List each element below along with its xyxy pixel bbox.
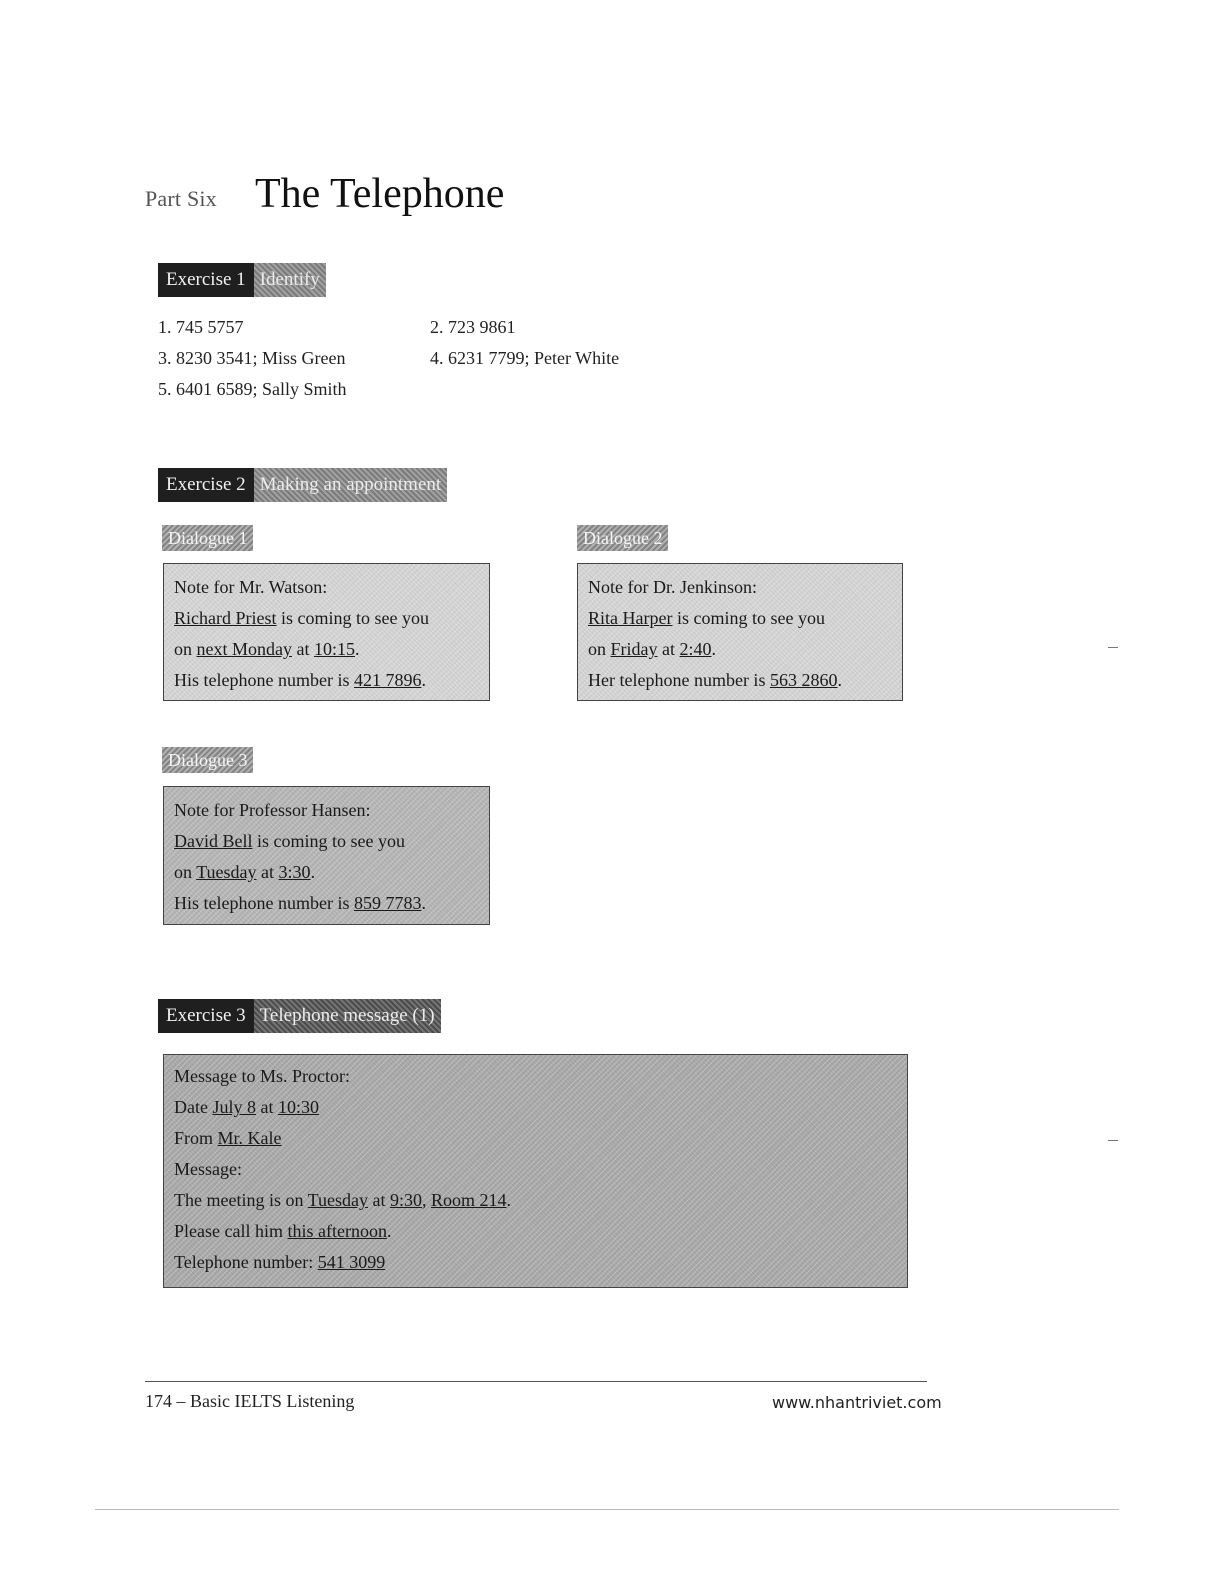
note-recipient: Note for Mr. Watson: xyxy=(174,577,328,597)
message-meeting-line: The meeting is on Tuesday at 9:30, Room 214. xyxy=(174,1190,512,1210)
note-visitor-line: Richard Priest is coming to see you xyxy=(174,608,429,628)
message-date-line: Date July 8 at 10:30 xyxy=(174,1097,320,1117)
message-call-line: Please call him this afternoon. xyxy=(174,1221,392,1241)
dialogue-2-tag: Dialogue 2 xyxy=(577,525,668,551)
note-time-line: on Friday at 2:40. xyxy=(588,639,717,659)
message-phone-line: Telephone number: 541 3099 xyxy=(174,1252,386,1272)
note-visitor-line: David Bell is coming to see you xyxy=(174,831,405,851)
message-phone: 541 3099 xyxy=(317,1252,386,1272)
message-from-line: From Mr. Kale xyxy=(174,1128,282,1148)
appointment-day: Friday xyxy=(610,639,658,659)
dialogue-1-tag: Dialogue 1 xyxy=(162,525,253,551)
answer-4: 4. 6231 7799; Peter White xyxy=(430,348,620,368)
meeting-day: Tuesday xyxy=(307,1190,369,1210)
dialogue-3-tag: Dialogue 3 xyxy=(162,747,253,773)
visitor-name: David Bell xyxy=(174,831,253,851)
footer-website: www.nhantriviet.com xyxy=(772,1393,942,1412)
page-bottom-rule xyxy=(95,1509,1119,1510)
exercise-1-number: Exercise 1 xyxy=(158,263,254,297)
phone-number: 563 2860 xyxy=(769,670,838,690)
visitor-name: Rita Harper xyxy=(588,608,673,628)
scan-mark xyxy=(1108,1140,1118,1141)
message-label: Message: xyxy=(174,1159,242,1179)
note-visitor-line: Rita Harper is coming to see you xyxy=(588,608,825,628)
exercise-3-header xyxy=(158,999,441,1033)
exercise-3-number: Exercise 3 xyxy=(158,999,254,1033)
note-phone-line: His telephone number is 421 7896. xyxy=(174,670,426,690)
exercise-1-header xyxy=(158,263,326,297)
part-label: Part Six xyxy=(145,186,217,211)
answer-2: 2. 723 9861 xyxy=(430,317,516,337)
note-recipient: Note for Dr. Jenkinson: xyxy=(588,577,757,597)
message-time: 10:30 xyxy=(278,1097,320,1117)
note-time-line: on next Monday at 10:15. xyxy=(174,639,360,659)
phone-number: 421 7896 xyxy=(353,670,422,690)
answer-1: 1. 745 5757 xyxy=(158,317,244,337)
call-time: this afternoon xyxy=(287,1221,387,1241)
message-date: July 8 xyxy=(212,1097,256,1117)
note-recipient: Note for Professor Hansen: xyxy=(174,800,371,820)
appointment-day: Tuesday xyxy=(196,862,257,882)
appointment-time: 10:15 xyxy=(313,639,355,659)
answer-5: 5. 6401 6589; Sally Smith xyxy=(158,379,347,399)
telephone-message-note xyxy=(163,1054,908,1288)
visitor-name: Richard Priest xyxy=(174,608,277,628)
appointment-day: next Monday xyxy=(196,639,292,659)
note-phone-line: Her telephone number is 563 2860. xyxy=(588,670,842,690)
appointment-time: 2:40 xyxy=(679,639,712,659)
footer-book-info: 174 – Basic IELTS Listening xyxy=(145,1391,355,1411)
message-recipient: Message to Ms. Proctor: xyxy=(174,1066,350,1086)
dialogue-3-note xyxy=(163,786,490,925)
book-title: Basic IELTS Listening xyxy=(190,1391,355,1411)
appointment-time: 3:30 xyxy=(278,862,311,882)
dialogue-2-note xyxy=(577,563,903,701)
exercise-3-topic: Telephone message (1) xyxy=(254,999,441,1033)
exercise-2-number: Exercise 2 xyxy=(158,468,254,502)
meeting-room: Room 214 xyxy=(431,1190,507,1210)
meeting-time: 9:30 xyxy=(390,1190,423,1210)
message-sender: Mr. Kale xyxy=(217,1128,282,1148)
phone-number: 859 7783 xyxy=(353,893,422,913)
dialogue-1-note xyxy=(163,563,490,701)
scan-mark xyxy=(1108,647,1118,648)
exercise-2-topic: Making an appointment xyxy=(254,468,448,502)
note-phone-line: His telephone number is 859 7783. xyxy=(174,893,426,913)
answer-3: 3. 8230 3541; Miss Green xyxy=(158,348,346,368)
note-time-line: on Tuesday at 3:30. xyxy=(174,862,316,882)
footer-rule xyxy=(145,1381,927,1382)
exercise-1-topic: Identify xyxy=(254,263,326,297)
page-title: The Telephone xyxy=(255,171,505,217)
page-number: 174 xyxy=(145,1391,172,1411)
exercise-2-header xyxy=(158,468,447,502)
